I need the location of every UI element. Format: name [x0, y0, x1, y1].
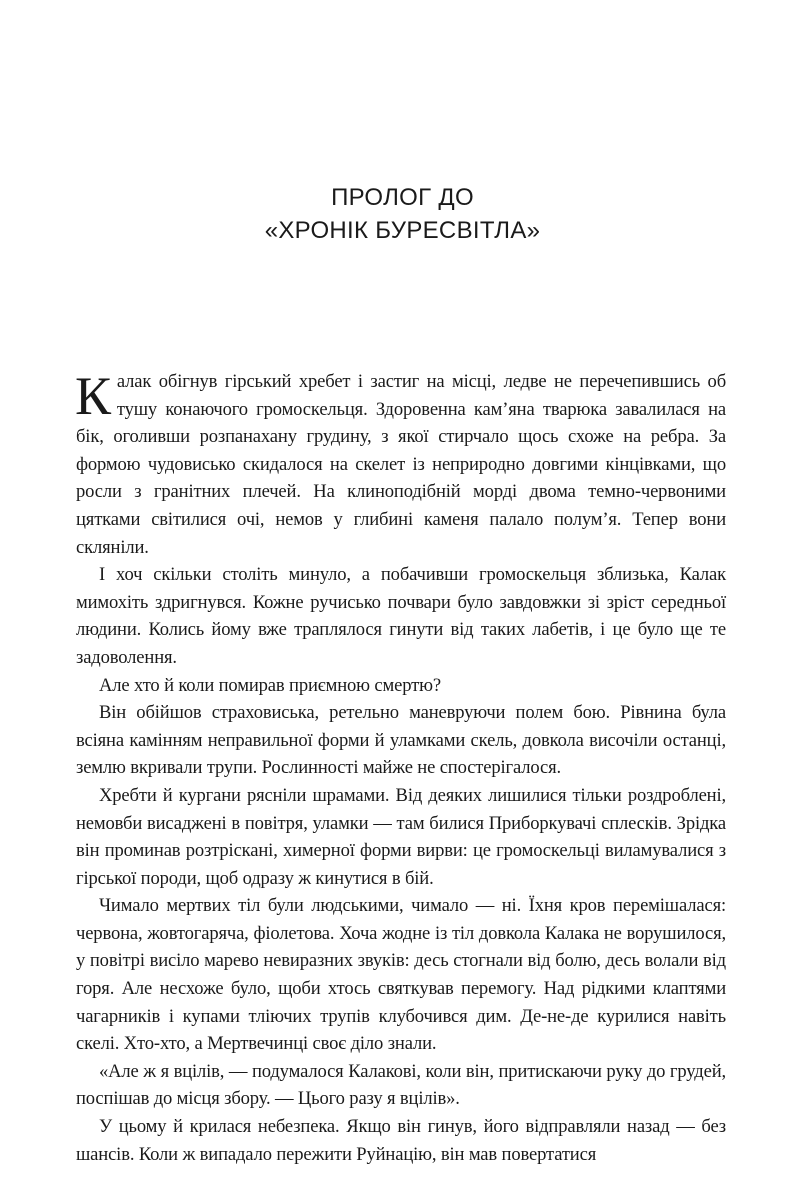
chapter-title-line-1: ПРОЛОГ ДО [331, 184, 474, 211]
chapter-title [0, 181, 805, 247]
drop-cap: К [75, 366, 111, 426]
body-text [76, 368, 726, 1168]
paragraph: Але хто й коли помирав приємною смертю? [99, 674, 441, 696]
paragraph-text: алак обігнув гірський хребет і застиг на місці, ледве не перечепившись об тушу конаючого громоскельця. Здоровенна кам’яна тварюка завалилася на бік, оголивши розпанахану грудину, з якої стирчало щось схоже на ребра. За формою чудовисько скидалося на скелет із неприродно довгими кінцівками, що росли з гранітних плечей. На клиноподібній морді двома темно-червоними цятками світилися очі, немов у глибині каменя палало полум’я. Тепер вони скляніли. [76, 371, 726, 558]
paragraph: Він обійшов страховиська, ретельно маневруючи полем бою. Рівнина була всіяна камінням неправильної форми й уламками скель, довкола височіли останці, землю вкривали трупи. Рослинності майже не спостерігалося. [76, 702, 726, 779]
paragraph: Чимало мертвих тіл були людськими, чимало — ні. Їхня кров перемішалася: червона, жовтогаряча, фіолетова. Хоча жодне із тіл довкола Калака не ворушилося, у повітрі висіло марево невиразних звуків: десь стогнали від болю, десь волали від горя. Але несхоже було, щоби хтось святкував перемогу. Над рідкими клаптями чагарників і купами тліючих трупів клубочився дим. Де-не-де курилися навіть скелі. Хто-хто, а Мертвечинці своє діло знали. [76, 895, 726, 1055]
paragraph: І хоч скільки століть минуло, а побачивши громоскельця зблизька, Калак мимохіть здригнувся. Кожне ручисько почвари було завдовжки зі зріст середньої людини. Колись йому вже траплялося гинути від таких лабетів, і це було ще те задоволення. [76, 564, 726, 668]
chapter-title-line-2: «ХРОНІК БУРЕСВІТЛА» [264, 217, 541, 244]
paragraph: У цьому й крилася небезпека. Якщо він гинув, його відправляли назад — без шансів. Коли ж випадало пережити Руйнацію, він мав повертатися [76, 1116, 726, 1165]
paragraph: «Але ж я вцілів, — подумалося Калакові, коли він, притискаючи руку до грудей, поспішав до місця збору. — Цього разу я вцілів». [76, 1060, 726, 1110]
paragraph: Хребти й кургани рясніли шрамами. Від деяких лишилися тільки роздроблені, немовби висаджені в повітря, уламки — там билися Приборкувачі сплесків. Зрідка він проминав розтріскані, химерної форми вирви: це громоскельці виламувалися з гірської породи, щоб одразу ж кинутися в бій. [76, 784, 726, 889]
paragraph [76, 368, 726, 561]
